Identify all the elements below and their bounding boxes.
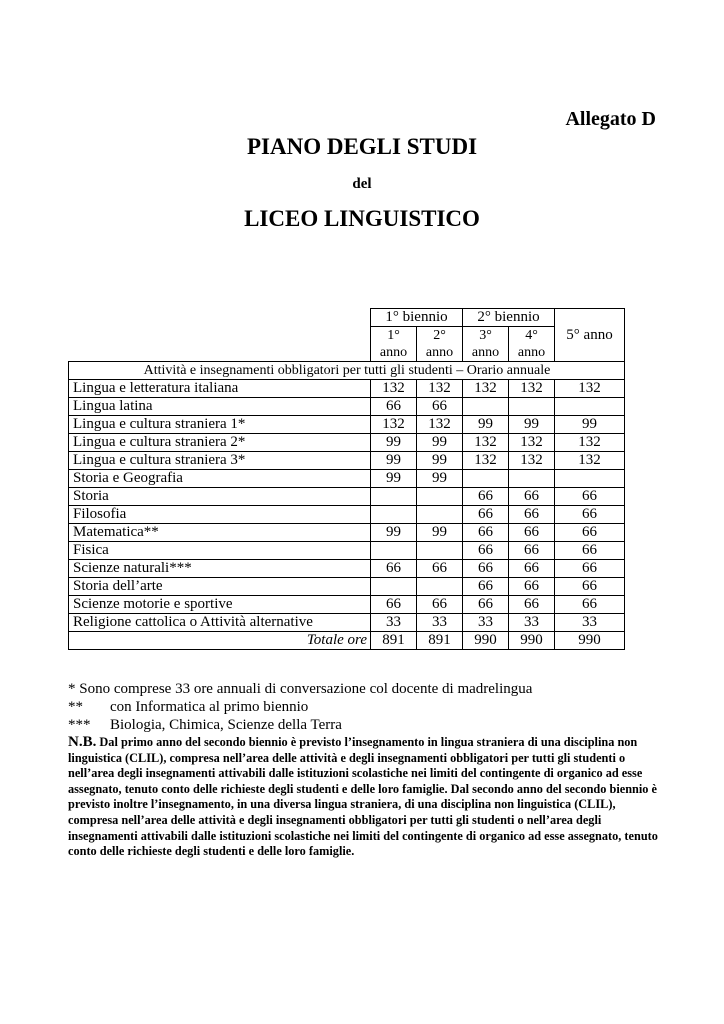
subject-cell: Lingua e cultura straniera 3* xyxy=(69,452,371,470)
hours-cell: 99 xyxy=(371,452,417,470)
subject-cell: Storia e Geografia xyxy=(69,470,371,488)
footnote-mark: *** xyxy=(68,717,91,733)
hours-cell: 99 xyxy=(371,524,417,542)
table-row xyxy=(69,578,625,596)
group-second-biennium: 2° biennio xyxy=(463,309,555,327)
hours-cell: 132 xyxy=(463,434,509,452)
group-fifth-year: 5° anno xyxy=(555,309,625,362)
hours-cell: 66 xyxy=(555,578,625,596)
total-cell: 990 xyxy=(555,632,625,650)
hours-cell: 66 xyxy=(555,524,625,542)
hours-cell: 66 xyxy=(509,506,555,524)
subject-cell: Scienze naturali*** xyxy=(69,560,371,578)
subject-cell: Lingua latina xyxy=(69,398,371,416)
hours-cell: 99 xyxy=(417,434,463,452)
hours-cell: 33 xyxy=(417,614,463,632)
header-blank-cell xyxy=(69,309,371,362)
hours-cell: 33 xyxy=(509,614,555,632)
hours-cell: 66 xyxy=(509,524,555,542)
footnote-mark: ** xyxy=(68,699,83,715)
hours-cell: 66 xyxy=(463,542,509,560)
hours-cell xyxy=(371,488,417,506)
hours-cell: 66 xyxy=(417,560,463,578)
study-plan-table xyxy=(68,308,625,650)
header-row-groups xyxy=(69,309,625,327)
total-cell: 891 xyxy=(417,632,463,650)
table-row xyxy=(69,398,625,416)
hours-cell xyxy=(509,470,555,488)
hours-cell: 66 xyxy=(371,560,417,578)
hours-cell: 66 xyxy=(509,560,555,578)
hours-cell xyxy=(417,488,463,506)
hours-cell xyxy=(463,398,509,416)
subject-cell: Lingua e cultura straniera 1* xyxy=(69,416,371,434)
hours-cell: 132 xyxy=(509,434,555,452)
footnote-text: Biologia, Chimica, Scienze della Terra xyxy=(110,717,342,733)
subject-cell: Lingua e letteratura italiana xyxy=(69,380,371,398)
hours-cell: 66 xyxy=(463,524,509,542)
hours-cell: 66 xyxy=(463,578,509,596)
footnotes xyxy=(68,680,658,734)
hours-cell: 99 xyxy=(555,416,625,434)
hours-cell: 66 xyxy=(509,488,555,506)
section-heading: Attività e insegnamenti obbligatori per tutti gli studenti – Orario annuale xyxy=(69,362,625,380)
total-cell: 891 xyxy=(371,632,417,650)
hours-cell: 99 xyxy=(371,470,417,488)
year-header-3: 3° anno xyxy=(463,327,509,362)
hours-cell: 66 xyxy=(555,560,625,578)
table-row xyxy=(69,524,625,542)
hours-cell xyxy=(371,506,417,524)
hours-cell: 132 xyxy=(555,452,625,470)
hours-cell: 132 xyxy=(509,452,555,470)
year-header-2: 2° anno xyxy=(417,327,463,362)
hours-cell: 132 xyxy=(417,380,463,398)
hours-cell: 66 xyxy=(417,398,463,416)
subject-cell: Fisica xyxy=(69,542,371,560)
hours-cell: 33 xyxy=(463,614,509,632)
hours-cell: 66 xyxy=(509,542,555,560)
hours-cell: 66 xyxy=(371,596,417,614)
hours-cell: 66 xyxy=(463,488,509,506)
section-row xyxy=(69,362,625,380)
hours-cell: 132 xyxy=(371,416,417,434)
nb-label: N.B. xyxy=(68,734,97,750)
hours-cell: 66 xyxy=(417,596,463,614)
table-row xyxy=(69,470,625,488)
hours-cell xyxy=(371,542,417,560)
hours-cell: 132 xyxy=(509,380,555,398)
subject-cell: Lingua e cultura straniera 2* xyxy=(69,434,371,452)
school-name: LICEO LINGUISTICO xyxy=(244,206,480,231)
table-row xyxy=(69,416,625,434)
footnote xyxy=(68,716,658,734)
hours-cell xyxy=(417,506,463,524)
hours-cell: 33 xyxy=(555,614,625,632)
hours-cell xyxy=(555,398,625,416)
group-first-biennium: 1° biennio xyxy=(371,309,463,327)
subject-cell: Storia xyxy=(69,488,371,506)
hours-cell: 132 xyxy=(555,380,625,398)
total-label: Totale ore xyxy=(69,632,371,650)
table-row xyxy=(69,506,625,524)
total-cell: 990 xyxy=(509,632,555,650)
subject-cell: Religione cattolica o Attività alternative xyxy=(69,614,371,632)
footnote-text: con Informatica al primo biennio xyxy=(110,699,309,715)
nb-paragraph xyxy=(68,735,660,860)
subject-cell: Scienze motorie e sportive xyxy=(69,596,371,614)
hours-cell: 66 xyxy=(509,596,555,614)
hours-cell xyxy=(417,578,463,596)
hours-cell: 132 xyxy=(463,452,509,470)
hours-cell: 66 xyxy=(555,506,625,524)
hours-cell: 99 xyxy=(509,416,555,434)
total-cell: 990 xyxy=(463,632,509,650)
hours-cell: 66 xyxy=(463,506,509,524)
document-title: PIANO DEGLI STUDI xyxy=(246,134,478,159)
title-connector: del xyxy=(352,176,372,192)
hours-cell: 66 xyxy=(555,542,625,560)
hours-cell: 33 xyxy=(371,614,417,632)
footnote-text: * Sono comprese 33 ore annuali di conversazione col docente di madrelingua xyxy=(68,681,533,697)
table-row xyxy=(69,488,625,506)
table-row xyxy=(69,452,625,470)
hours-cell: 99 xyxy=(371,434,417,452)
footnote xyxy=(68,698,658,716)
year-header-1: 1° anno xyxy=(371,327,417,362)
table-row xyxy=(69,560,625,578)
subject-cell: Storia dell’arte xyxy=(69,578,371,596)
hours-cell: 66 xyxy=(463,560,509,578)
hours-cell: 99 xyxy=(463,416,509,434)
table-row xyxy=(69,596,625,614)
hours-cell: 99 xyxy=(417,470,463,488)
table-row xyxy=(69,542,625,560)
hours-cell: 132 xyxy=(555,434,625,452)
hours-cell: 132 xyxy=(463,380,509,398)
total-row xyxy=(69,632,625,650)
subject-cell: Matematica** xyxy=(69,524,371,542)
hours-cell: 132 xyxy=(417,416,463,434)
hours-cell xyxy=(417,542,463,560)
hours-cell xyxy=(555,470,625,488)
table-row xyxy=(69,614,625,632)
hours-cell xyxy=(463,470,509,488)
hours-cell: 99 xyxy=(417,524,463,542)
attachment-label: Allegato D xyxy=(565,108,656,130)
table-row xyxy=(69,434,625,452)
hours-cell: 66 xyxy=(371,398,417,416)
footnote xyxy=(68,680,658,698)
hours-cell: 66 xyxy=(463,596,509,614)
hours-cell xyxy=(371,578,417,596)
hours-cell xyxy=(509,398,555,416)
year-header-4: 4° anno xyxy=(509,327,555,362)
table-row xyxy=(69,380,625,398)
hours-cell: 132 xyxy=(371,380,417,398)
hours-cell: 66 xyxy=(555,596,625,614)
subject-cell: Filosofia xyxy=(69,506,371,524)
nb-text: Dal primo anno del secondo biennio è previsto l’insegnamento in lingua straniera di una disciplina non linguistica (CLIL), compresa nell’area delle attività e degli insegnamenti obbligatori per tutti gli studenti o nell’area degli insegnamenti attivabili dalle istituzioni scolastiche nei limiti del contingente di organico ad esse assegnato, tenuto conto delle richieste degli studenti e delle loro famiglie. Dal secondo anno del secondo biennio è previsto inoltre l’insegnamento, in una diversa lingua straniera, di una disciplina non linguistica (CLIL), compresa nell’area delle attività e degli insegnamenti obbligatori per tutti gli studenti o nell’area degli insegnamenti attivabili dalle istituzioni scolastiche nei limiti del contingente di organico ad esse assegnato, tenuto conto delle richieste degli studenti e delle loro famiglie. xyxy=(68,735,658,859)
hours-cell: 66 xyxy=(555,488,625,506)
hours-cell: 99 xyxy=(417,452,463,470)
hours-cell: 66 xyxy=(509,578,555,596)
